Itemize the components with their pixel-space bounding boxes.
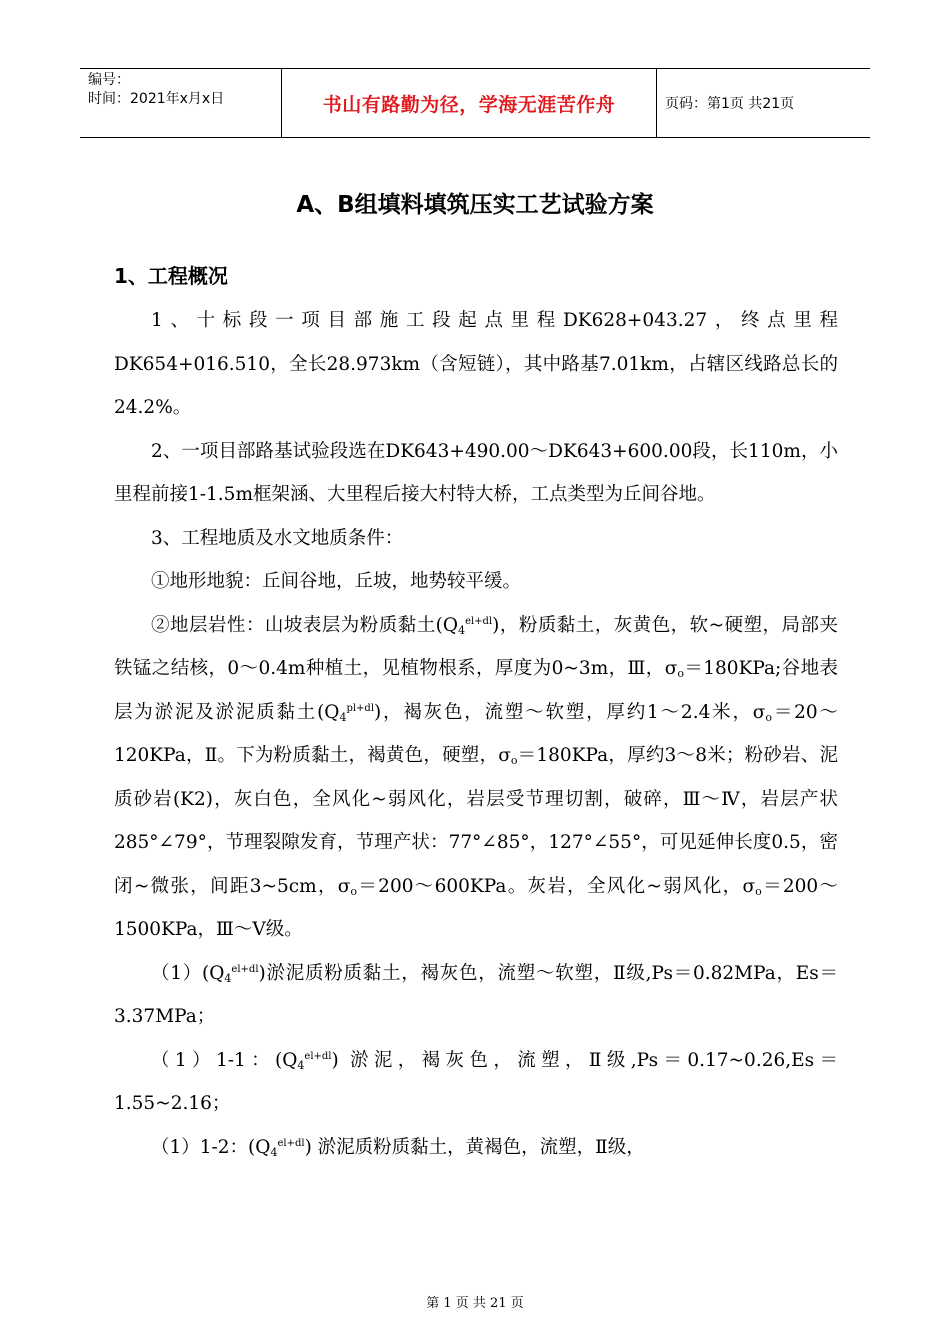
text-run: )淤泥质粉质黏土，褐灰色，流塑～软塑，Ⅱ级,Ps＝0.82MPa，Es＝3.37MPa； [114,962,838,1027]
subscript: 4 [270,1145,278,1159]
subscript: o [677,667,684,680]
header-page-cell [657,69,870,137]
header-motto: 书山有路勤为径，学海无涯苦作舟 [322,93,616,116]
text-run: ＝200～600KPa。灰岩，全风化~弱风化，σ [357,875,756,897]
paragraph-5 [114,604,838,952]
text-run: ＝180KPa;谷地表层为淤泥及淤泥质黏土(Q [114,658,838,723]
text-run: ＝200～1500KPa，Ⅲ～Ⅴ级。 [114,875,839,940]
superscript: el+dl [304,1050,332,1062]
text-run: （1）1-1：(Q [151,1049,298,1071]
text-run: （1）1-2：(Q [151,1136,271,1158]
subscript: o [755,884,762,898]
subscript: 4 [339,710,347,724]
subscript: o [510,754,518,767]
subscript: o [350,884,358,898]
document-title: A、B组填料填筑压实工艺试验方案 [296,192,654,218]
header-meta-cell [80,69,282,137]
paragraph-3: 3、工程地质及水文地质条件： [151,527,404,549]
text-run: )，粉质黏土，灰黄色，软~硬塑，局部夹铁锰之结核，0～0.4m种植土，见植物根系，厚度为0~3m，Ⅲ，σ [114,614,838,679]
text-run: ) 淤泥质粉质黏土，黄褐色，流塑，Ⅱ级， [304,1136,645,1158]
page-footer: 第 1 页 共 21 页 [426,1296,524,1311]
text-run: )，褐灰色，流塑～软塑，厚约1～2.4米，σ [374,701,766,723]
text-run: （1）(Q [151,962,225,984]
paragraph-7 [114,1039,838,1126]
text-run: ) 淤泥，褐灰色，流塑，Ⅱ级,Ps＝0.17~0.26,Es＝1.55~2.16； [114,1049,839,1114]
header-motto-cell [282,69,657,137]
text-run: ＝20～120KPa，Ⅱ。下为粉质黏土，褐黄色，硬塑，σ [114,701,838,766]
header-number-label: 编号： [88,72,130,88]
document-body [114,299,838,1169]
paragraph-1: 1、十标段一项目部施工段起点里程DK628+043.27，终点里程DK654+016.510，全长28.973km（含短链），其中路基7.01km，占辖区线路总长的24.2%。 [114,310,838,418]
superscript: pl+dl [346,702,375,714]
section-heading: 1、工程概况 [114,264,228,288]
paragraph-8 [114,1126,838,1170]
header-page-info: 页码：第1页 共21页 [665,96,795,112]
text-run: ＝180KPa，厚约3～8米；粉砂岩、泥质砂岩(K2)，灰白色，全风化~弱风化，岩层受节理切割，破碎，Ⅲ～Ⅳ，岩层产状285°∠79°，节理裂隙发育，节理产状：77°∠85°，127°∠55°，可见延伸长度0.5，密闭~微张，间距3~5cm，σ [114,745,838,897]
text-run: ②地层岩性：山坡表层为粉质黏土(Q [151,614,459,636]
header-table [80,68,870,138]
superscript: el+dl [277,1137,305,1149]
subscript: 4 [458,623,466,637]
superscript: el+dl [465,615,493,627]
paragraph-6 [114,952,838,1039]
subscript: 4 [297,1058,305,1072]
header-time-label: 时间：2021年x月x日 [88,91,225,107]
paragraph-2: 2、一项目部路基试验段选在DK643+490.00～DK643+600.00段，长110m，小里程前接1-1.5m框架涵、大里程后接大村特大桥，工点类型为丘间谷地。 [114,440,838,505]
subscript: 4 [224,971,232,985]
superscript: el+dl [231,963,259,975]
paragraph-4: ①地形地貌：丘间谷地，丘坡，地势较平缓。 [151,571,522,592]
subscript: o [765,710,773,724]
